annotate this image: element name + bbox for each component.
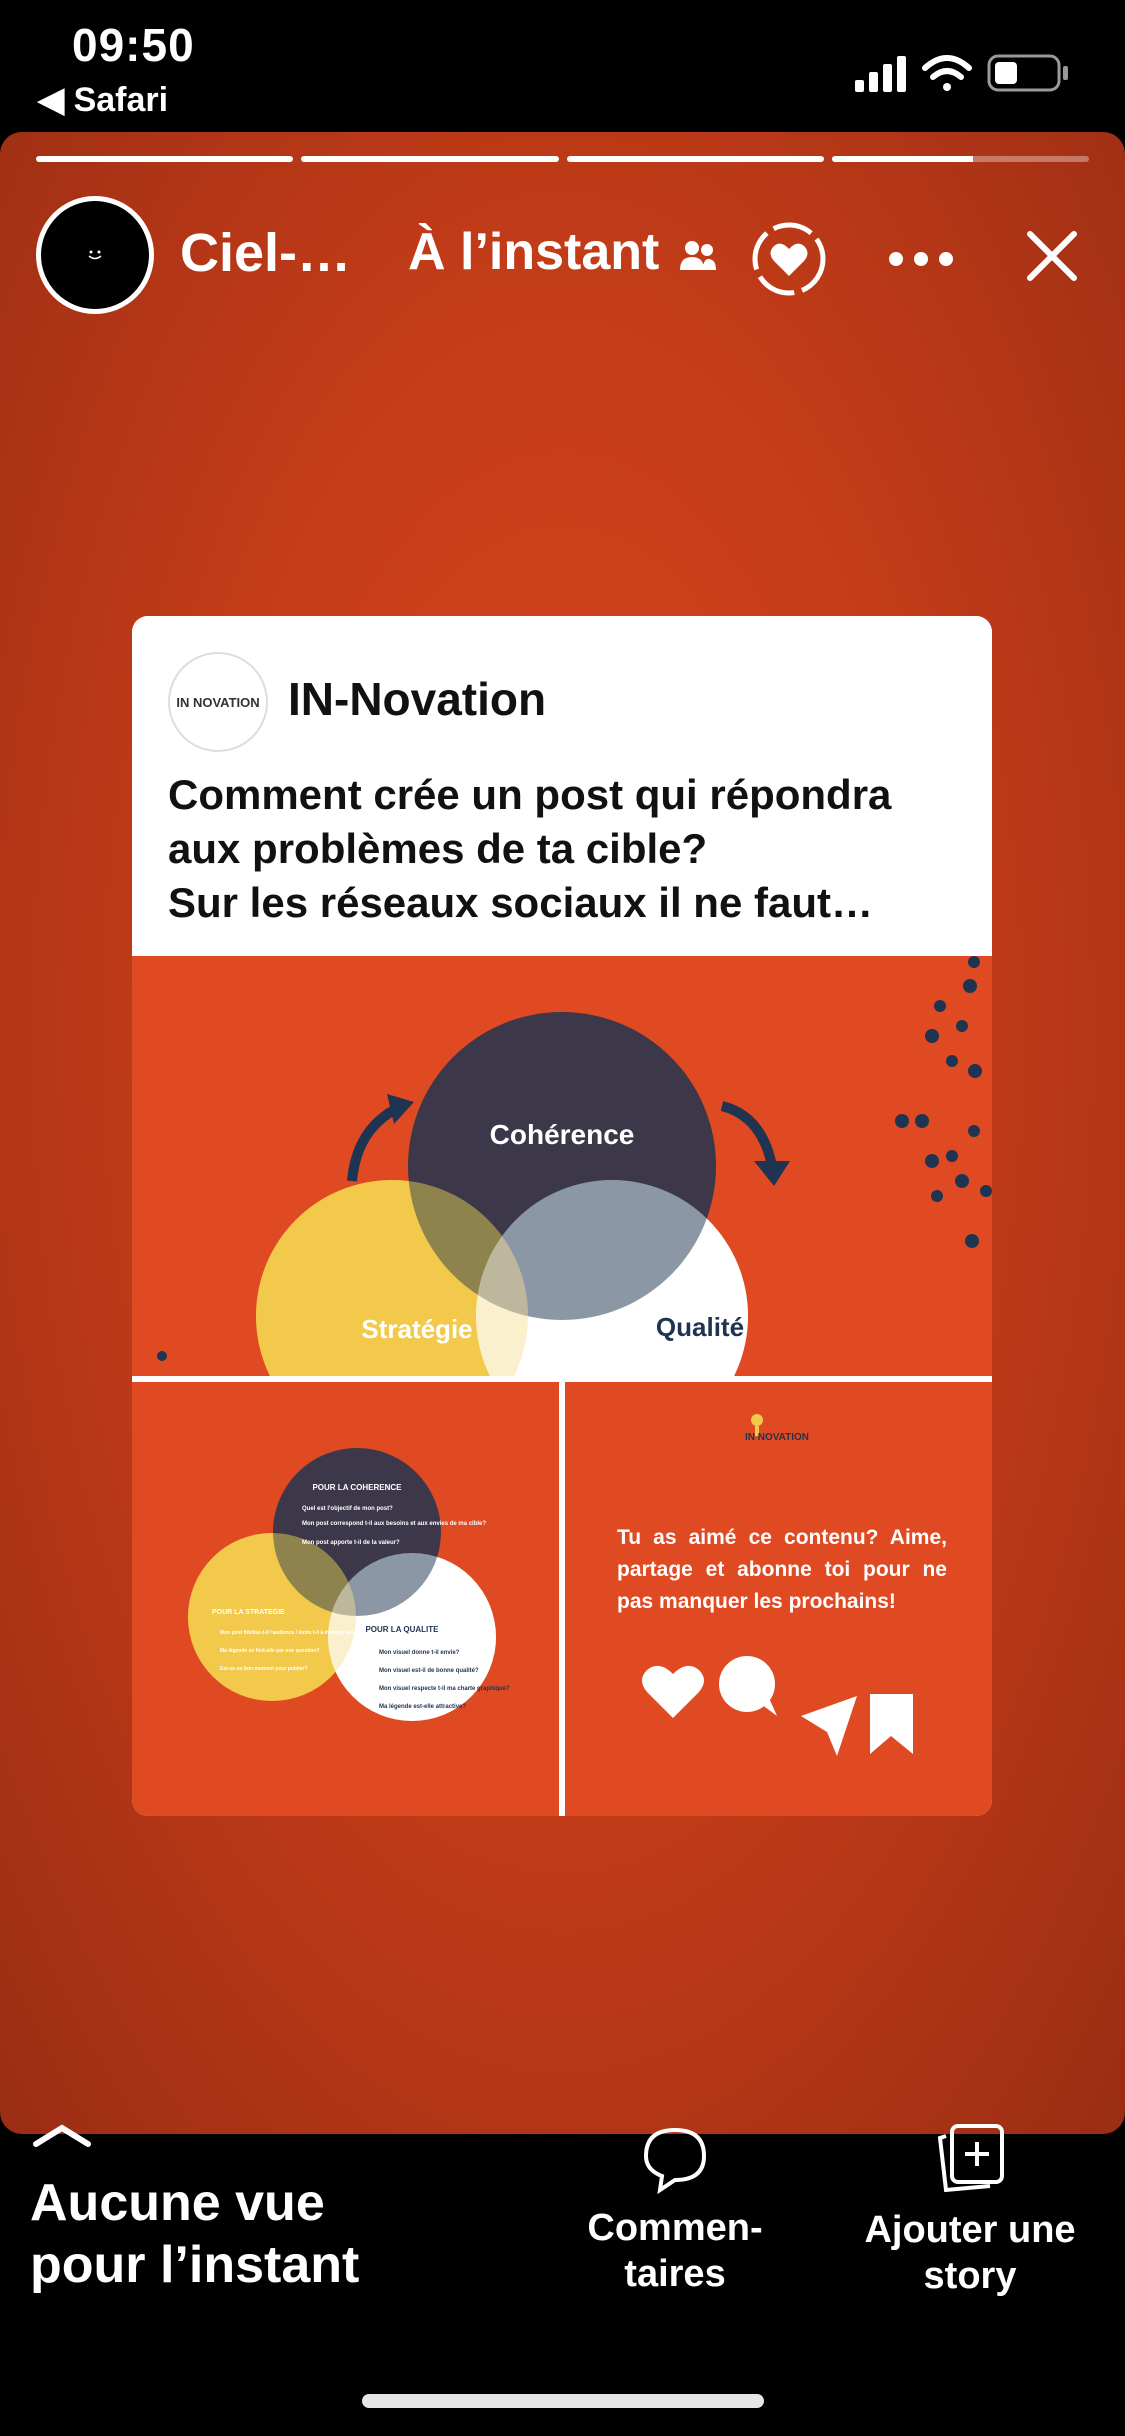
shared-post-card[interactable] <box>132 616 992 1816</box>
small-coherence-line: Quel est l'objectif de mon post? <box>302 1506 393 1512</box>
call-to-action-image <box>565 1382 992 1816</box>
small-qualite-line: Mon visuel respecte t-il ma charte graphique? <box>379 1686 510 1692</box>
views-line: Aucune vue <box>30 2174 325 2232</box>
small-coherence-line: Mon post apporte t-il de la valeur? <box>302 1540 400 1546</box>
small-qualite-line: Mon visuel donne t-il envie? <box>379 1650 460 1656</box>
comment-icon <box>719 1656 777 1716</box>
close-button[interactable] <box>1020 224 1084 288</box>
clock: 09:50 <box>72 19 195 71</box>
username[interactable]: Ciel-… <box>180 223 352 283</box>
progress-segment <box>36 156 293 162</box>
story-timestamp <box>408 222 718 282</box>
signal-icon <box>855 56 906 92</box>
like-story-button[interactable] <box>750 220 828 298</box>
status-bar <box>0 0 1125 135</box>
close-friends-icon <box>678 238 718 272</box>
venn-label-coherence: Cohérence <box>489 1119 635 1150</box>
caption-line: Sur les réseaux sociaux il ne faut… <box>168 879 873 926</box>
small-strategie-line: Mon post fidélise-t-il l'audience / incite t-il à interagir avec moi ? <box>220 1630 372 1636</box>
more-options-button[interactable] <box>886 232 956 286</box>
chevron-up-icon[interactable] <box>32 2124 92 2148</box>
close-icon <box>1024 228 1080 284</box>
send-icon <box>801 1696 857 1756</box>
small-coherence-title: POUR LA COHERENCE <box>312 1483 402 1492</box>
small-qualite-line: Mon visuel est-il de bonne qualité? <box>379 1668 479 1674</box>
more-icon <box>886 249 956 269</box>
venn-label-qualite: Qualité <box>655 1312 745 1342</box>
post-header <box>132 616 992 956</box>
brand-name[interactable]: IN-Novation <box>288 673 547 725</box>
add-story-icon <box>932 2120 1008 2196</box>
cta-logo: IN NOVATION <box>744 1432 810 1443</box>
caption-line: Comment crée un post qui répondra <box>168 771 892 818</box>
progress-segment <box>301 156 558 162</box>
heart-icon <box>642 1666 704 1718</box>
add-story-label: story <box>923 2255 1017 2297</box>
story-bottom-bar <box>0 2134 1125 2436</box>
system-status-icons <box>855 48 1085 98</box>
cta-text: Tu as aimé ce contenu? Aime, partage et abonne toi pour ne pas manquer les prochains! <box>617 1526 947 1613</box>
small-strategie-title: POUR LA STRATEGIE <box>212 1609 285 1616</box>
venn-image <box>132 956 992 1376</box>
timestamp-label: À l’instant <box>408 223 660 281</box>
progress-segment <box>567 156 824 162</box>
comments-label: Commen- <box>587 2207 763 2249</box>
small-qualite-title: POUR LA QUALITE <box>365 1625 439 1634</box>
brand-logo[interactable]: IN NOVATION <box>168 652 268 752</box>
bookmark-icon <box>870 1694 913 1754</box>
viewers-summary[interactable] <box>30 2172 359 2296</box>
battery-icon <box>989 56 1068 90</box>
comments-button[interactable] <box>560 2124 790 2297</box>
views-line: pour l’instant <box>30 2236 360 2294</box>
post-caption <box>168 768 968 930</box>
comments-label: taires <box>624 2253 726 2295</box>
smiley-icon <box>85 248 105 262</box>
small-strategie-line: Ma légende se finit-elle par une question? <box>220 1648 320 1654</box>
small-coherence-line: Mon post correspond t-il aux besoins et aux envies de ma cible? <box>302 1521 487 1527</box>
avatar[interactable] <box>36 196 154 314</box>
add-story-label: Ajouter une <box>864 2209 1076 2251</box>
progress-segment <box>832 156 1089 162</box>
detailed-venn-image <box>132 1382 559 1816</box>
back-to-safari[interactable]: ◀ Safari <box>38 81 169 119</box>
wifi-icon <box>925 58 969 91</box>
heart-circle-icon <box>750 220 828 298</box>
story-progress <box>36 156 1089 162</box>
caption-line: aux problèmes de ta cible? <box>168 825 708 872</box>
arrow-right-icon <box>722 1106 772 1166</box>
small-qualite-line: Ma légende est-elle attractive? <box>379 1704 467 1710</box>
add-to-story-button[interactable] <box>840 2120 1100 2299</box>
comment-bubble-icon <box>640 2124 710 2194</box>
story-viewer[interactable] <box>0 132 1125 2134</box>
home-indicator[interactable] <box>362 2394 764 2408</box>
venn-label-strategie: Stratégie <box>361 1314 473 1344</box>
small-strategie-line: Est-ce un bon moment pour publier? <box>220 1666 308 1672</box>
